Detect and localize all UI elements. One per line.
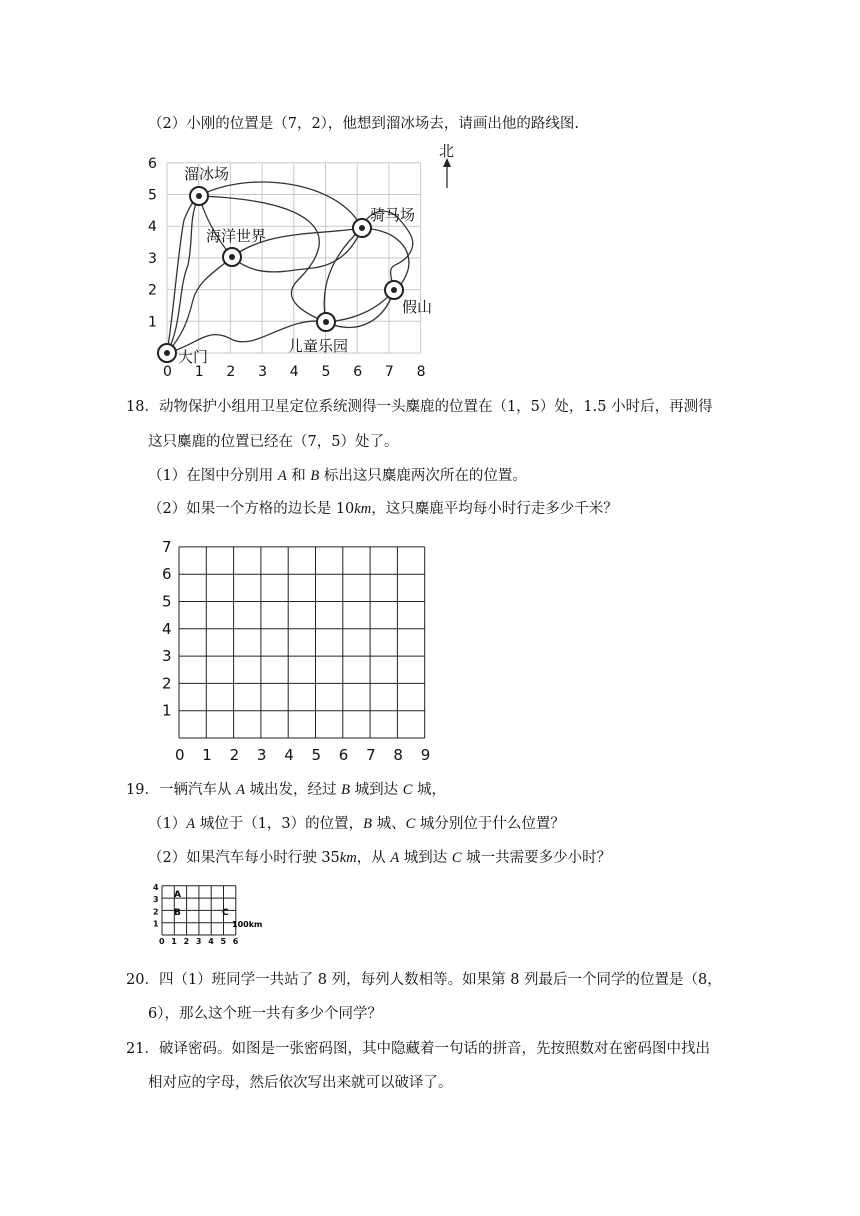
deer-y-tick: 4 — [162, 619, 172, 638]
q18-part1: （1）在图中分别用 A 和 B 标出这只麋鹿两次所在的位置。 — [148, 468, 527, 484]
city-y-tick: 2 — [153, 907, 159, 917]
city-map — [148, 880, 278, 950]
park-y-tick: 5 — [148, 187, 157, 204]
park-y-tick: 4 — [148, 219, 157, 236]
q18-line1: 18．动物保护小组用卫星定位系统测得一头麋鹿的位置在（1，5）处，1.5 小时后，再测得 — [126, 399, 713, 415]
north-label: 北 — [439, 142, 455, 160]
city-x-tick: 3 — [195, 937, 202, 946]
deer-grid-y-ticks — [162, 538, 172, 720]
park-x-tick: 3 — [258, 364, 268, 380]
q21-line2: 相对应的字母，然后依次写出来就可以破译了。 — [148, 1075, 453, 1091]
park-y-tick: 2 — [148, 282, 157, 299]
park-map-markers — [158, 187, 403, 362]
ocean-label: 海洋世界 — [206, 227, 267, 245]
q18-part2: （2）如果一个方格的边长是 10km，这只麋鹿平均每小时行走多少千米？ — [148, 501, 618, 517]
city-x-tick: 6 — [232, 937, 239, 946]
deer-x-tick: 0 — [175, 746, 185, 764]
park-x-tick: 5 — [321, 364, 331, 380]
park-x-tick: 6 — [353, 364, 363, 380]
q20-line2: 6），那么这个班一共有多少个同学？ — [148, 1006, 382, 1022]
deer-y-tick: 6 — [162, 565, 172, 584]
rink-label: 溜冰场 — [184, 165, 230, 183]
deer-grid — [156, 532, 446, 764]
city-y-tick: 1 — [153, 919, 159, 929]
city-x-tick: 0 — [159, 937, 165, 946]
city-map-y-ticks — [153, 883, 159, 929]
hill-label: 假山 — [402, 298, 433, 316]
deer-x-tick: 4 — [284, 746, 294, 764]
deer-x-tick: 3 — [256, 746, 267, 764]
park-map — [138, 140, 468, 385]
city-y-tick: 4 — [153, 882, 159, 892]
park-map-y-ticks — [148, 156, 157, 330]
city-map-x-ticks — [159, 937, 239, 946]
deer-grid-x-ticks — [175, 746, 430, 764]
deer-x-tick: 1 — [202, 746, 212, 764]
q20-line1: 20．四（1）班同学一共站了 8 列，每列人数相等。如果第 8 列最后一个同学的位置是（8， — [126, 972, 722, 988]
deer-y-tick: 7 — [162, 537, 172, 556]
scale-label: 100km — [232, 920, 263, 929]
park-y-tick: 3 — [148, 250, 157, 267]
park-x-tick: 2 — [226, 364, 236, 380]
deer-x-tick: 6 — [338, 746, 349, 764]
deer-x-tick: 8 — [393, 746, 403, 764]
city-a-label: A — [174, 890, 181, 900]
city-c-label: C — [222, 908, 229, 918]
horse-label: 骑马场 — [370, 206, 416, 224]
park-x-tick: 7 — [384, 364, 394, 380]
deer-x-tick: 7 — [366, 746, 376, 764]
deer-y-tick: 2 — [162, 674, 172, 693]
deer-x-tick: 2 — [229, 746, 240, 764]
city-x-tick: 4 — [208, 937, 214, 946]
q21-line1: 21．破译密码。如图是一张密码图，其中隐藏着一句话的拼音，先按照数对在密码图中找出 — [126, 1041, 710, 1057]
deer-x-tick: 5 — [311, 746, 322, 764]
park-y-tick: 6 — [148, 155, 157, 172]
q19-part2: （2）如果汽车每小时行驶 35km，从 A 城到达 C 城一共需要多少小时？ — [148, 850, 612, 866]
deer-y-tick: 1 — [162, 701, 172, 720]
park-x-tick: 1 — [194, 364, 204, 380]
deer-grid-lines — [179, 547, 425, 738]
q19-line1: 19．一辆汽车从 A 城出发，经过 B 城到达 C 城， — [126, 782, 446, 798]
q18-line2: 这只麋鹿的位置已经在（7，5）处了。 — [148, 434, 399, 450]
city-y-tick: 3 — [153, 895, 159, 905]
city-x-tick: 5 — [220, 937, 227, 946]
city-x-tick: 2 — [183, 937, 190, 946]
gate-label: 大门 — [178, 348, 209, 366]
park-map-x-ticks — [163, 364, 426, 380]
deer-y-tick: 5 — [162, 592, 172, 611]
north-arrow-icon — [443, 158, 451, 188]
park-x-tick: 4 — [289, 364, 299, 380]
park-x-tick: 0 — [163, 364, 172, 380]
q17-part2-text: （2）小刚的位置是（7，2），他想到溜冰场去，请画出他的路线图. — [148, 116, 580, 132]
city-b-label: B — [174, 908, 181, 918]
park-y-tick: 1 — [148, 314, 157, 331]
q19-part1: （1）A 城位于（1，3）的位置，B 城、C 城分别位于什么位置？ — [148, 816, 565, 832]
deer-x-tick: 9 — [420, 746, 431, 764]
city-x-tick: 1 — [171, 937, 177, 946]
kids-label: 儿童乐园 — [288, 337, 349, 355]
park-x-tick: 8 — [416, 364, 426, 380]
deer-y-tick: 3 — [162, 647, 172, 666]
